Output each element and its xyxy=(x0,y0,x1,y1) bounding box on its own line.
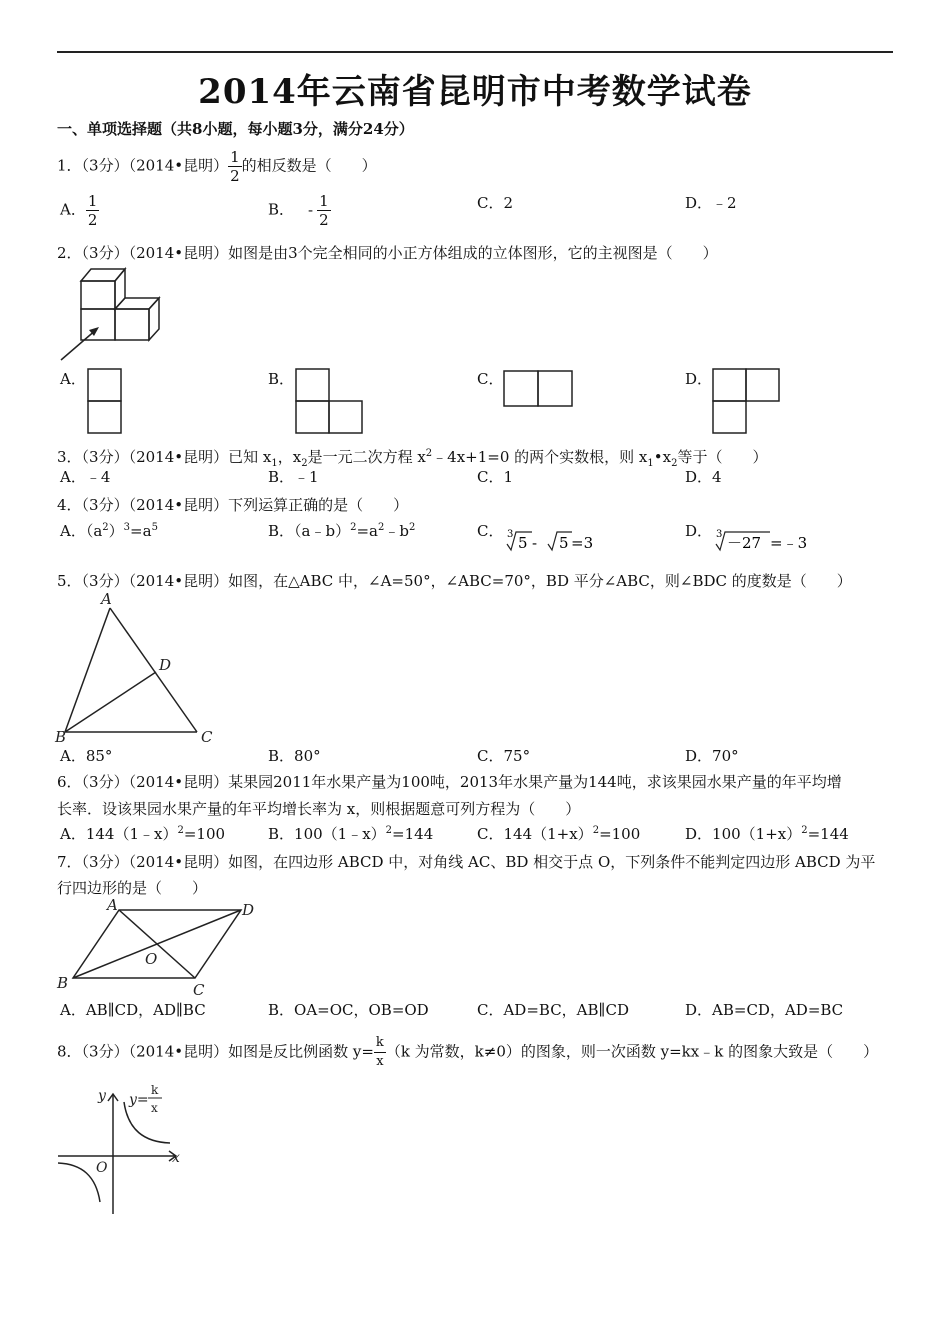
q6-option-b[interactable] xyxy=(268,823,433,844)
q1-option-a[interactable] xyxy=(60,192,99,229)
q8-eq-num: k xyxy=(151,1083,159,1097)
q3-option-c[interactable]: C．1 xyxy=(477,468,514,486)
q6-d-sup: 2 xyxy=(801,825,808,836)
q4-option-a[interactable] xyxy=(60,520,158,541)
question-7-line-2: 行四边形的是（ ） xyxy=(57,879,208,897)
q2-option-d-figure xyxy=(711,367,783,437)
q1-option-a-frac xyxy=(86,192,100,229)
q3-text-d: ﹣4x+1=0 的两个实数根，则 x xyxy=(432,448,648,466)
q3-text-c: 是一元二次方程 x xyxy=(307,448,426,466)
q7-option-c[interactable]: C．AD=BC，AB∥CD xyxy=(477,1001,629,1019)
q3-sub1: 1 xyxy=(271,458,278,469)
page-title: 2014年云南省昆明市中考数学试卷 xyxy=(198,72,752,112)
q4-d-cube-index: 3 xyxy=(716,529,723,540)
q1-option-b[interactable] xyxy=(268,192,331,229)
q6-c-part1: C．144（1+x） xyxy=(477,825,593,843)
q8-hyperbola-graph xyxy=(52,1080,202,1220)
q4-d-label: D． xyxy=(685,522,713,540)
q6-a-sup: 2 xyxy=(177,825,184,836)
q3-sub4: 2 xyxy=(671,458,678,469)
q6-d-part1: D．100（1+x） xyxy=(685,825,802,843)
q4-option-d[interactable] xyxy=(685,520,712,541)
q2-option-d[interactable]: D． xyxy=(685,370,713,388)
q8-stem-suffix: （k 为常数，k≠0）的图象，则一次函数 y=kx﹣k 的图象大致是（ ） xyxy=(385,1042,879,1061)
q6-a-part2: =100 xyxy=(183,825,226,843)
q6-b-part2: =144 xyxy=(392,825,434,843)
q7-option-b[interactable]: B．OA=OC，OB=OD xyxy=(268,1001,429,1019)
q7-option-d[interactable]: D．AB=CD，AD=BC xyxy=(685,1001,844,1019)
question-6-line-2: 长率．设该果园水果产量的年平均增长率为 x，则根据题意可列方程为（ ） xyxy=(57,800,581,818)
q7-option-a[interactable]: A．AB∥CD，AD∥BC xyxy=(60,1001,206,1019)
q8-branch-q3 xyxy=(58,1163,100,1202)
question-1-stem xyxy=(57,148,897,185)
q6-c-sup: 2 xyxy=(592,825,600,836)
q4-option-b[interactable] xyxy=(268,520,415,541)
q1-option-b-label: B． xyxy=(268,200,295,219)
q4-a-sup1: 2 xyxy=(102,522,109,533)
q5-side-ab xyxy=(65,608,110,732)
q8-axis-label-x: x xyxy=(172,1150,180,1166)
q3-sub2: 2 xyxy=(301,458,308,469)
q6-option-c[interactable] xyxy=(477,823,640,844)
q2-option-c-figure xyxy=(502,369,574,409)
q3-text-a: 3．（3分）（2014•昆明）已知 x xyxy=(57,448,272,466)
q4-c-label: C． xyxy=(477,522,504,540)
q7-label-o: O xyxy=(145,950,158,968)
q4-b-part3: ﹣b xyxy=(384,522,409,540)
q7-label-b: B xyxy=(57,974,69,992)
q3-text-b: ，x xyxy=(277,448,302,466)
question-4-stem: 4．（3分）（2014•昆明）下列运算正确的是（ ） xyxy=(57,496,409,514)
question-8-stem xyxy=(57,1034,897,1071)
q2-option-b[interactable]: B． xyxy=(268,370,295,388)
q7-label-a: A xyxy=(107,896,118,914)
q4-c-radicand-1: 5 xyxy=(518,534,528,552)
q1-option-b-frac xyxy=(317,192,331,229)
q1-b-num: 1 xyxy=(319,192,329,210)
q3-sub3: 1 xyxy=(647,458,654,469)
q4-b-part1: B．（a﹣b） xyxy=(268,522,351,540)
q5-option-b[interactable]: B．80° xyxy=(268,747,321,765)
q4-c-cube-index: 3 xyxy=(507,529,514,540)
q3-option-a[interactable]: A．﹣4 xyxy=(60,468,111,486)
q4-d-result: =﹣3 xyxy=(770,534,808,552)
q6-d-part2: =144 xyxy=(807,825,849,843)
q8-frac-num: k xyxy=(374,1034,386,1053)
q5-bisector-bd xyxy=(65,672,156,732)
q4-b-sup2: 2 xyxy=(377,522,385,533)
q7-label-c: C xyxy=(193,981,205,999)
q1-stem-prefix: 1．（3分）（2014•昆明） xyxy=(57,156,229,175)
q8-branch-q1 xyxy=(124,1102,170,1143)
q2-option-a-figure xyxy=(86,367,126,437)
q5-label-a: A xyxy=(101,592,112,608)
q8-eq-prefix: y= xyxy=(129,1092,149,1108)
question-7-line-1: 7．（3分）（2014•昆明）如图，在四边形 ABCD 中，对角线 AC、BD 相交于点 O，下列条件不能判定四边形 ABCD 为平 xyxy=(57,853,876,871)
q4-b-sup1: 2 xyxy=(350,522,357,533)
q7-parallelogram-figure xyxy=(52,896,267,1001)
q7-label-d: D xyxy=(242,901,255,919)
q1-b-den: 2 xyxy=(319,211,329,229)
q4-option-c-expr xyxy=(502,528,602,556)
q5-triangle-figure xyxy=(52,592,222,744)
top-rule xyxy=(57,51,893,53)
q4-b-sup3: 2 xyxy=(408,522,416,533)
q8-stem-prefix: 8．（3分）（2014•昆明）如图是反比例函数 y= xyxy=(57,1042,374,1061)
q1-option-a-label: A． xyxy=(60,200,86,219)
q4-a-part3: =a xyxy=(130,522,152,540)
question-2-stem: 2．（3分）（2014•昆明）如图是由3个完全相同的小正方体组成的立体图形，它的主视图是（ ） xyxy=(57,244,718,262)
q6-option-a[interactable] xyxy=(60,823,225,844)
q3-option-d[interactable]: D．4 xyxy=(685,468,722,486)
q6-c-part2: =100 xyxy=(599,825,641,843)
q8-fraction xyxy=(374,1034,386,1071)
q4-c-radicand-2: 5 xyxy=(559,534,569,552)
q5-option-c[interactable]: C．75° xyxy=(477,747,531,765)
q4-a-sup2: 3 xyxy=(123,522,131,533)
q3-sup2: 2 xyxy=(425,448,433,459)
q5-label-d: D xyxy=(159,656,172,674)
q2-cube-figure xyxy=(55,266,165,366)
q1-frac-num: 1 xyxy=(230,148,240,166)
q6-a-part1: A．144（1﹣x） xyxy=(60,825,178,843)
q3-text-e: •x xyxy=(653,448,672,466)
q2-option-a[interactable]: A． xyxy=(60,370,86,388)
q3-text-f: 等于（ ） xyxy=(677,448,768,466)
q4-option-d-expr xyxy=(712,528,822,556)
q4-a-part2: ） xyxy=(108,522,124,540)
q4-d-radicand: －27 xyxy=(727,534,762,552)
q1-option-c[interactable]: C．2 xyxy=(477,194,514,212)
q8-origin-label: O xyxy=(96,1160,108,1176)
q4-option-c[interactable] xyxy=(477,520,503,541)
q1-b-sign: - xyxy=(308,200,314,219)
question-6-line-1: 6．（3分）（2014•昆明）某果园2011年水果产量为100吨，2013年水果产量为144吨，求该果园水果产量的年平均增 xyxy=(57,773,842,791)
q5-label-b: B xyxy=(55,728,67,744)
q1-a-num: 1 xyxy=(87,192,98,210)
q6-b-sup: 2 xyxy=(385,825,393,836)
q5-side-ac xyxy=(110,608,197,732)
q5-option-d[interactable]: D．70° xyxy=(685,747,739,765)
q4-a-part1: A．（a xyxy=(60,522,103,540)
q2-option-c[interactable]: C． xyxy=(477,370,504,388)
q3-option-b[interactable]: B．﹣1 xyxy=(268,468,319,486)
q5-option-a[interactable]: A．85° xyxy=(60,747,113,765)
q1-stem-suffix: 的相反数是（ ） xyxy=(241,156,377,175)
section-heading: 一、单项选择题（共8小题，每小题3分，满分24分） xyxy=(57,120,414,138)
q1-fraction xyxy=(228,148,242,185)
q1-frac-den: 2 xyxy=(230,167,240,185)
q4-c-minus: - xyxy=(532,534,538,552)
q6-option-d[interactable] xyxy=(685,823,849,844)
question-5-stem: 5．（3分）（2014•昆明）如图，在△ABC 中，∠A=50°，∠ABC=70°，BD 平分∠ABC，则∠BDC 的度数是（ ） xyxy=(57,572,852,590)
q4-c-result: =3 xyxy=(571,534,594,552)
q2-option-b-figure xyxy=(294,367,366,437)
q4-a-sup3: 5 xyxy=(151,522,158,533)
q1-a-den: 2 xyxy=(87,211,98,229)
q8-axis-label-y: y xyxy=(98,1088,106,1104)
q8-frac-den: x xyxy=(376,1054,384,1069)
q8-eq-den: x xyxy=(151,1101,158,1115)
q1-option-d[interactable]: D．﹣2 xyxy=(685,194,737,212)
q6-b-part1: B．100（1﹣x） xyxy=(268,825,386,843)
q5-label-c: C xyxy=(201,728,213,744)
q4-b-part2: =a xyxy=(356,522,378,540)
